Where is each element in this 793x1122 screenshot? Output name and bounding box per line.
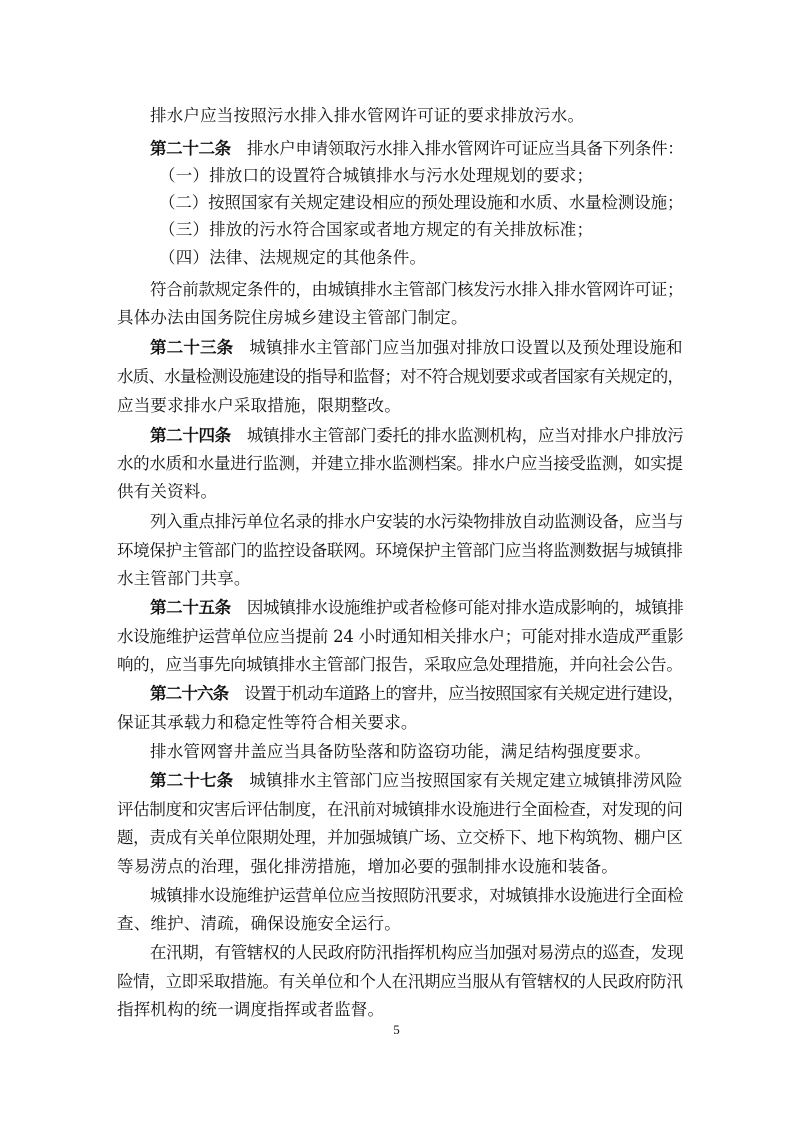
paragraph-line: 具体办法由国务院住房城乡建设主管部门制定。	[117, 308, 468, 327]
paragraph-line: 评估制度和灾害后评估制度，在汛前对城镇排水设施进行全面检查，对发现的问	[117, 800, 683, 819]
article-heading: 第二十六条	[150, 684, 229, 703]
list-item: （一）排放口的设置符合城镇排水与污水处理规划的要求；	[159, 166, 594, 185]
article-25-line: 第二十五条 因城镇排水设施维护或者检修可能对排水造成影响的，城镇排	[150, 598, 684, 617]
paragraph-line: 供有关资料。	[117, 482, 218, 501]
paragraph-line: 指挥机构的统一调度指挥或者监督。	[117, 1000, 385, 1019]
paragraph-line: 排水户应当按照污水排入排水管网许可证的要求排放污水。	[150, 106, 585, 125]
paragraph-line: 响的，应当事先向城镇排水主管部门报告，采取应急处理措施，并向社会公告。	[117, 655, 683, 674]
paragraph-line: 险情，立即采取措施。有关单位和个人在汛期应当服从有管辖权的人民政府防汛	[117, 972, 683, 991]
article-heading: 第二十七条	[150, 771, 234, 790]
paragraph-line: 环境保护主管部门的监控设备联网。环境保护主管部门应当将监测数据与城镇排	[117, 541, 683, 560]
paragraph-line: 查、维护、清疏，确保设施安全运行。	[117, 914, 401, 933]
article-heading: 第二十三条	[150, 338, 234, 357]
article-24-line: 第二十四条 城镇排水主管部门委托的排水监测机构，应当对排水户排放污	[150, 426, 684, 445]
paragraph-line: 保证其承载力和稳定性等符合相关要求。	[117, 713, 418, 732]
article-23-line: 第二十三条 城镇排水主管部门应当加强对排放口设置以及预处理设施和	[150, 338, 683, 357]
paragraph-line: 水的水质和水量进行监测，并建立排水监测档案。排水户应当接受监测，如实提	[117, 454, 683, 473]
paragraph-line: 水设施维护运营单位应当提前 24 小时通知相关排水户；可能对排水造成严重影	[117, 627, 684, 646]
article-26-line: 第二十六条 设置于机动车道路上的窨井，应当按照国家有关规定进行建设，	[150, 684, 684, 703]
paragraph-line: 水主管部门共享。	[117, 569, 251, 588]
paragraph-line: 列入重点排污单位名录的排水户安装的水污染物排放自动监测设备，应当与	[150, 512, 684, 531]
paragraph-line: 城镇排水设施维护运营单位应当按照防汛要求，对城镇排水设施进行全面检	[150, 886, 684, 905]
paragraph-line: 题，责成有关单位限期处理，并加强城镇广场、立交桥下、地下构筑物、棚户区	[117, 828, 683, 847]
paragraph-line: 符合前款规定条件的，由城镇排水主管部门核发污水排入排水管网许可证；	[150, 280, 684, 299]
article-heading: 第二十四条	[150, 426, 231, 445]
list-item: （四）法律、法规规定的其他条件。	[159, 248, 427, 267]
paragraph-line: 等易涝点的治理，强化排涝措施，增加必要的强制排水设施和装备。	[117, 857, 618, 876]
list-item: （三）排放的污水符合国家或者地方规定的有关排放标准；	[159, 220, 594, 239]
article-heading: 第二十二条	[150, 139, 231, 158]
page-number: 5	[393, 1022, 400, 1037]
paragraph-line: 排水管网窨井盖应当具备防坠落和防盗窃功能，满足结构强度要求。	[150, 742, 651, 761]
article-27-line: 第二十七条 城镇排水主管部门应当按照国家有关规定建立城镇排涝风险	[150, 771, 683, 790]
list-item: （二）按照国家有关规定建设相应的预处理设施和水质、水量检测设施；	[159, 193, 684, 212]
article-22-line: 第二十二条 排水户申请领取污水排入排水管网许可证应当具备下列条件：	[150, 139, 684, 158]
paragraph-line: 在汛期，有管辖权的人民政府防汛指挥机构应当加强对易涝点的巡查，发现	[150, 943, 684, 962]
paragraph-line: 应当要求排水户采取措施，限期整改。	[117, 396, 401, 415]
paragraph-line: 水质、水量检测设施建设的指导和监督；对不符合规划要求或者国家有关规定的，	[117, 367, 684, 386]
article-heading: 第二十五条	[150, 598, 231, 617]
